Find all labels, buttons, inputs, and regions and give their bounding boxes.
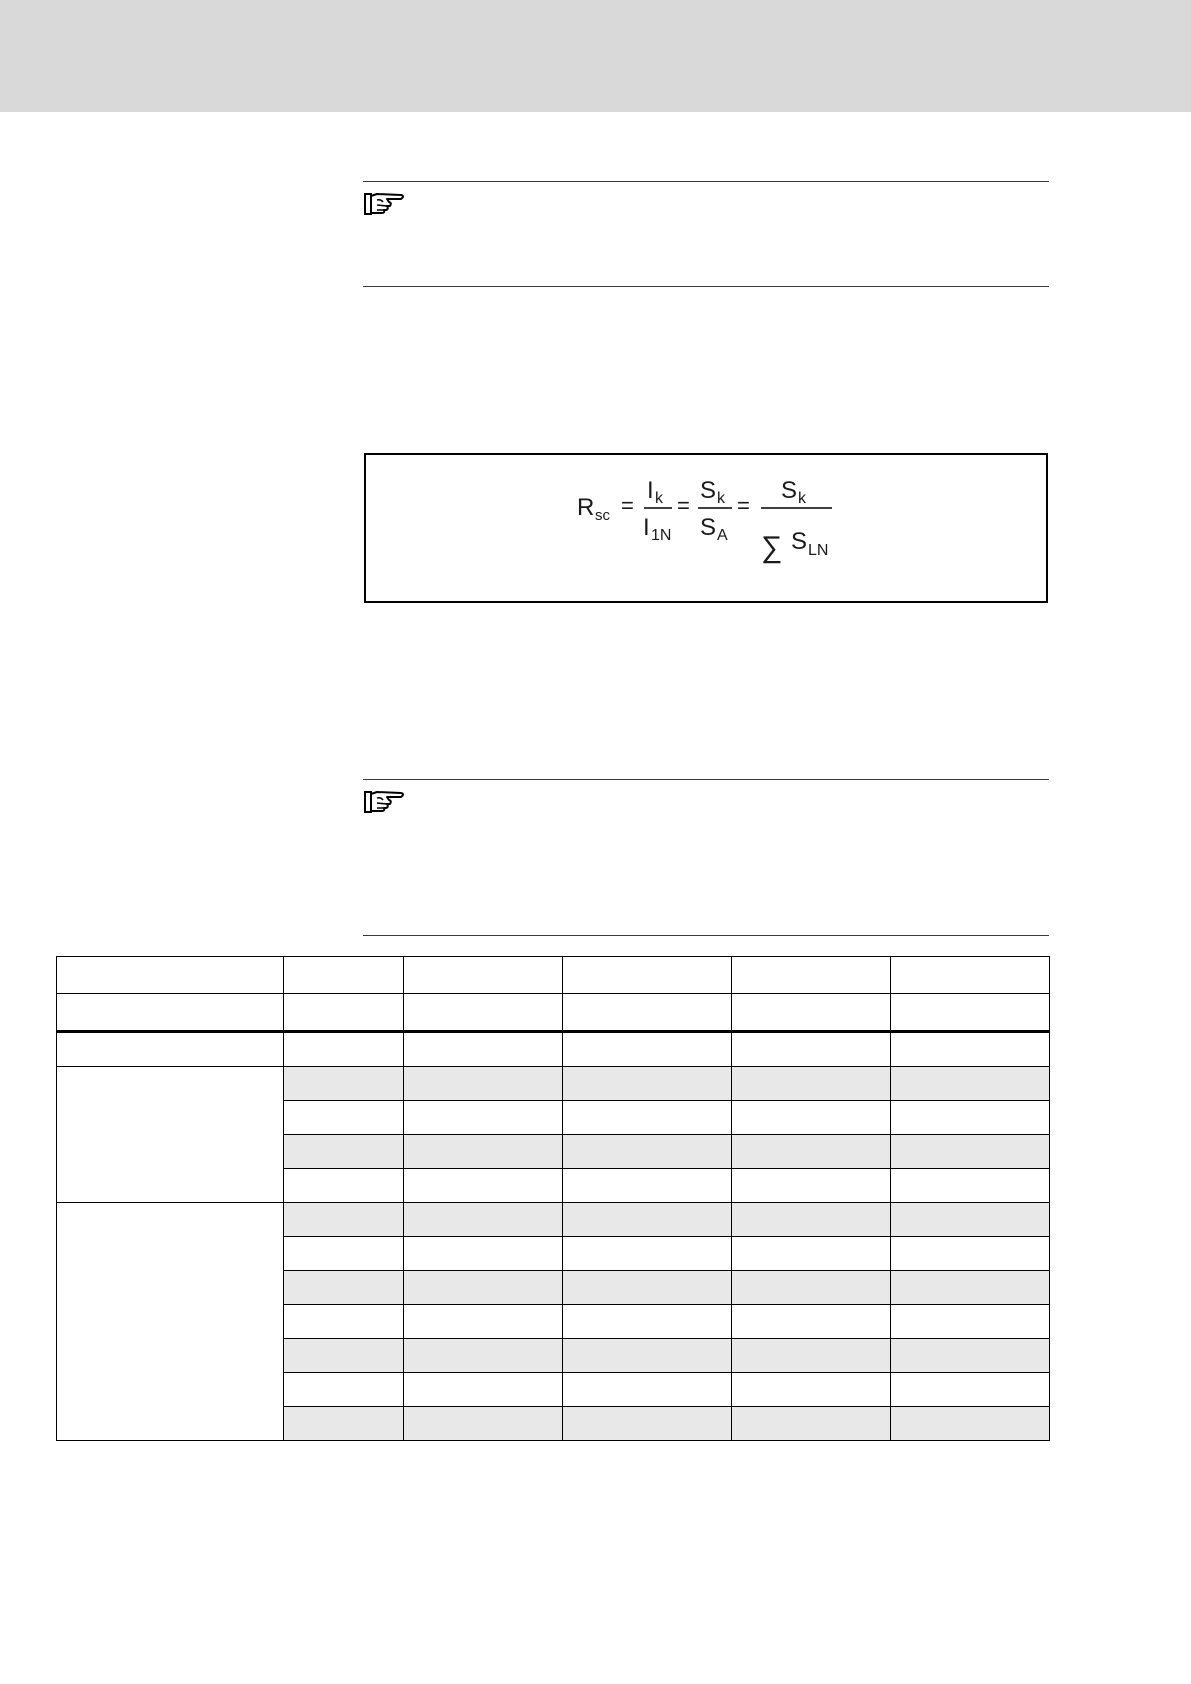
formula-sum-symbol: ∑ [761, 531, 783, 564]
formula-t2-den: S [700, 514, 717, 541]
table-cell [891, 1339, 1050, 1373]
table-cell [563, 1135, 732, 1169]
table-cell [57, 1032, 284, 1067]
table-cell [891, 1407, 1050, 1441]
table-group-cell [57, 1203, 284, 1441]
table-cell [57, 957, 284, 994]
table-cell [732, 1305, 891, 1339]
table-cell [404, 1032, 563, 1067]
table-cell [284, 1101, 404, 1135]
table-cell [404, 1203, 563, 1237]
table-cell [404, 1101, 563, 1135]
formula-t3-num-sub: k [798, 490, 806, 507]
pointing-hand-icon [363, 191, 407, 217]
table-cell [891, 1032, 1050, 1067]
note-top-rule [363, 779, 1049, 780]
rsc-formula [366, 455, 1050, 605]
table-cell [404, 1237, 563, 1271]
table-cell [563, 994, 732, 1032]
table-cell [284, 1373, 404, 1407]
formula-t3-den-sub: LN [808, 542, 829, 559]
formula-t3-den: S [791, 528, 808, 555]
table-cell [563, 1339, 732, 1373]
table-cell [732, 1135, 891, 1169]
formula-t1-num: I [647, 477, 654, 504]
table-cell [284, 1032, 404, 1067]
table-cell [732, 1271, 891, 1305]
table-cell [404, 1135, 563, 1169]
table-cell [404, 1407, 563, 1441]
table-cell [284, 1203, 404, 1237]
table-cell [284, 994, 404, 1032]
note-bottom-rule [363, 935, 1049, 936]
formula-box [364, 453, 1048, 603]
table-cell [732, 994, 891, 1032]
formula-t3-num: S [781, 477, 798, 504]
table-cell [891, 1067, 1050, 1101]
table-cell [404, 1373, 563, 1407]
table-cell [404, 1339, 563, 1373]
formula-lhs: R [577, 494, 595, 521]
table-cell [732, 1169, 891, 1203]
table-cell [891, 1169, 1050, 1203]
table-cell [563, 1067, 732, 1101]
formula-t2-den-sub: A [717, 527, 728, 544]
formula-t1-den: I [643, 514, 650, 541]
table-group-cell [57, 1067, 284, 1203]
formula-eq-2: = [677, 493, 690, 518]
pointing-hand-icon [363, 789, 407, 815]
table-row [57, 1203, 1050, 1237]
table-cell [284, 1169, 404, 1203]
table-cell [284, 1339, 404, 1373]
table-cell [732, 957, 891, 994]
table-header-row [57, 994, 1050, 1032]
formula-t1-num-sub: k [655, 490, 663, 507]
table-cell [732, 1101, 891, 1135]
table-cell [404, 957, 563, 994]
table-cell [732, 1407, 891, 1441]
table-cell [891, 1135, 1050, 1169]
formula-t2-num: S [700, 477, 717, 504]
table-cell [284, 1271, 404, 1305]
formula-eq-3: = [737, 493, 750, 518]
table-cell [404, 994, 563, 1032]
table-cell [732, 1237, 891, 1271]
table-cell [563, 1032, 732, 1067]
table-cell [284, 1407, 404, 1441]
table-cell [732, 1373, 891, 1407]
table-cell [404, 1067, 563, 1101]
table-cell [891, 1373, 1050, 1407]
formula-t2-num-sub: k [717, 490, 725, 507]
table-cell [891, 1271, 1050, 1305]
formula-lhs-sub: sc [595, 507, 610, 524]
table-cell [563, 1237, 732, 1271]
table-row [57, 1067, 1050, 1101]
table-cell [891, 1305, 1050, 1339]
table-cell [563, 957, 732, 994]
table-header-row [57, 957, 1050, 994]
table-cell [284, 1237, 404, 1271]
table-cell [563, 1373, 732, 1407]
table-cell [732, 1203, 891, 1237]
table-cell [284, 957, 404, 994]
table-cell [284, 1135, 404, 1169]
table-cell [284, 1067, 404, 1101]
table-cell [563, 1203, 732, 1237]
table-cell [563, 1101, 732, 1135]
formula-t1-den-sub: 1N [651, 527, 672, 544]
table-cell [563, 1169, 732, 1203]
table-cell [891, 1203, 1050, 1237]
table-cell [891, 1101, 1050, 1135]
table-cell [891, 957, 1050, 994]
table-row [57, 1032, 1050, 1067]
table-cell [891, 994, 1050, 1032]
table-cell [57, 994, 284, 1032]
data-table [56, 956, 1050, 1441]
table-cell [563, 1305, 732, 1339]
table-cell [404, 1271, 563, 1305]
page-header-band [0, 0, 1191, 112]
table-cell [563, 1407, 732, 1441]
table-cell [732, 1032, 891, 1067]
note-bottom-rule [363, 286, 1049, 287]
table-cell [891, 1237, 1050, 1271]
table-cell [404, 1169, 563, 1203]
table-cell [732, 1067, 891, 1101]
note-top-rule [363, 181, 1049, 182]
table-cell [284, 1305, 404, 1339]
formula-eq-1: = [621, 493, 634, 518]
table-cell [732, 1339, 891, 1373]
table-cell [404, 1305, 563, 1339]
table-cell [563, 1271, 732, 1305]
